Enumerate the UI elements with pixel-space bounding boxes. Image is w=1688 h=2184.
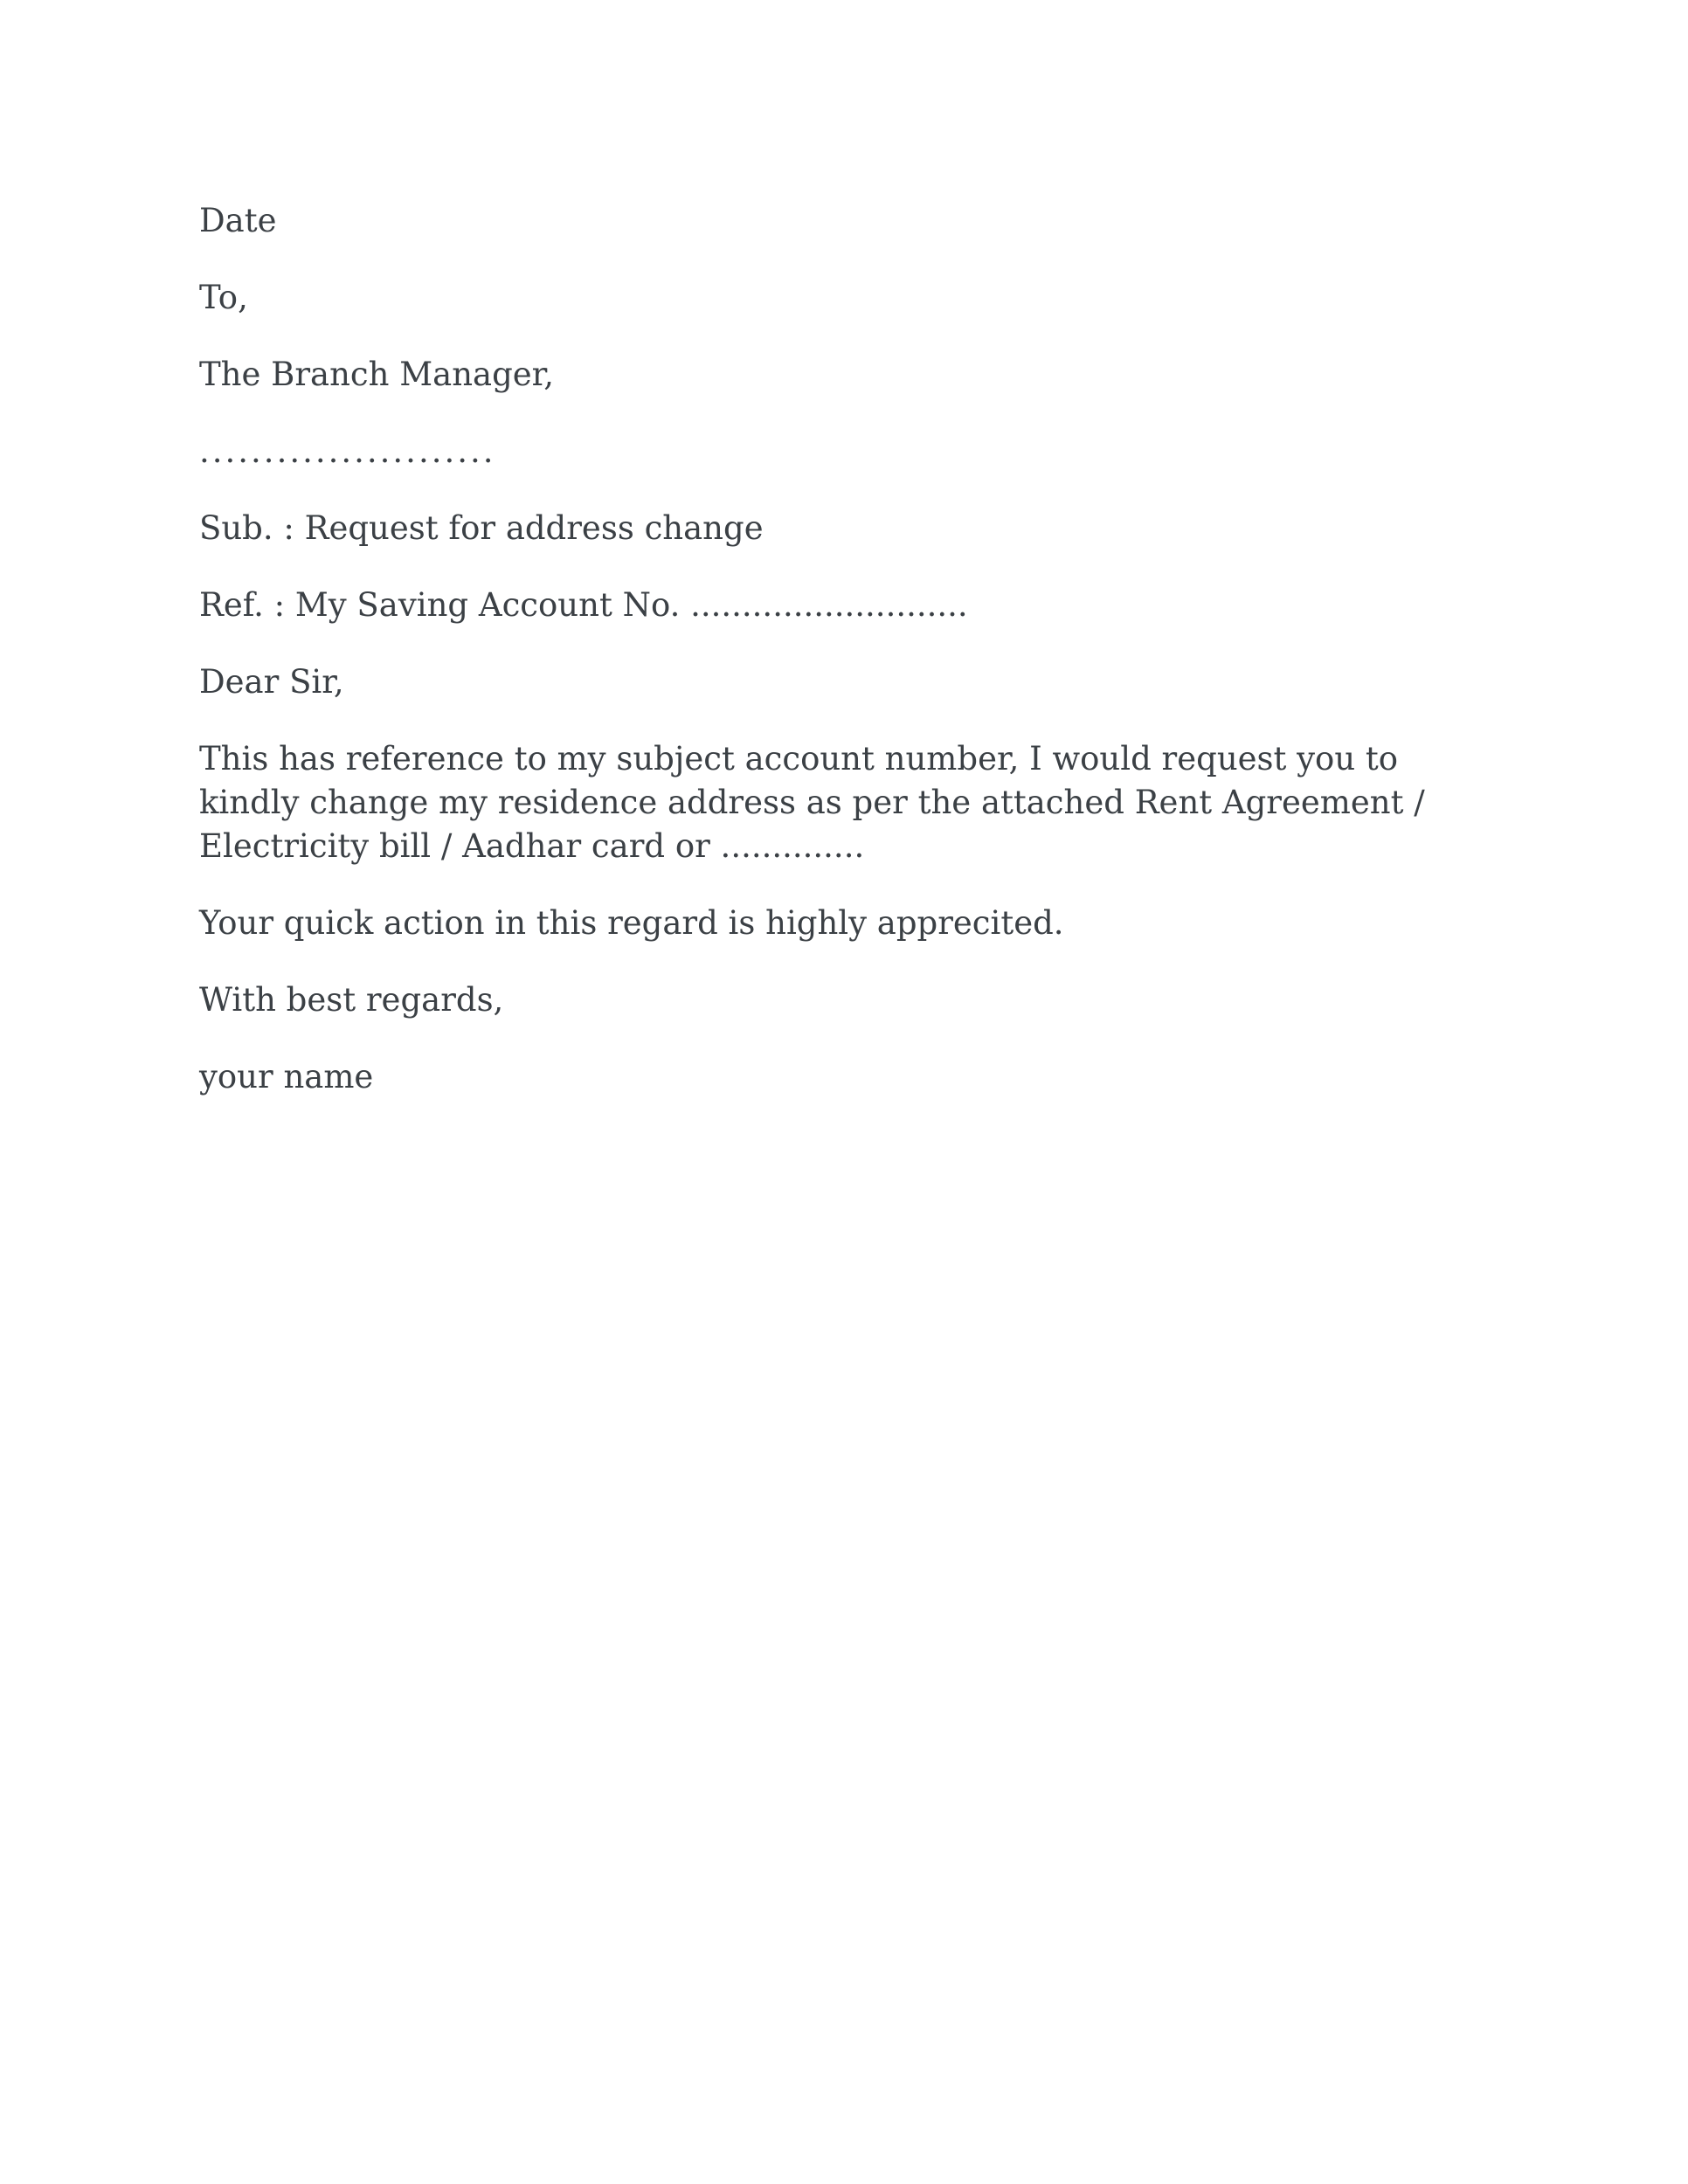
sign-off-line: With best regards, — [199, 981, 504, 1019]
body-line-3: Electricity bill / Aadhar card or .............. — [199, 827, 865, 865]
to-line: To, — [199, 279, 248, 316]
body-paragraph — [199, 737, 1496, 868]
body-line-2: kindly change my residence address as per the attached Rent Agreement / — [199, 784, 1425, 821]
reference-line: Ref. : My Saving Account No. ........................... — [199, 586, 968, 624]
recipient-line: The Branch Manager, — [199, 356, 555, 393]
greeting-line: Dear Sir, — [199, 663, 344, 701]
body-line-1: This has reference to my subject account number, I would request you to — [199, 740, 1399, 778]
recipient-address-placeholder: ....................... — [199, 432, 496, 470]
date-line: Date — [199, 202, 277, 239]
signature-placeholder: your name — [199, 1058, 374, 1095]
closing-request-line: Your quick action in this regard is highly apprecited. — [199, 904, 1064, 942]
subject-line: Sub. : Request for address change — [199, 509, 764, 547]
